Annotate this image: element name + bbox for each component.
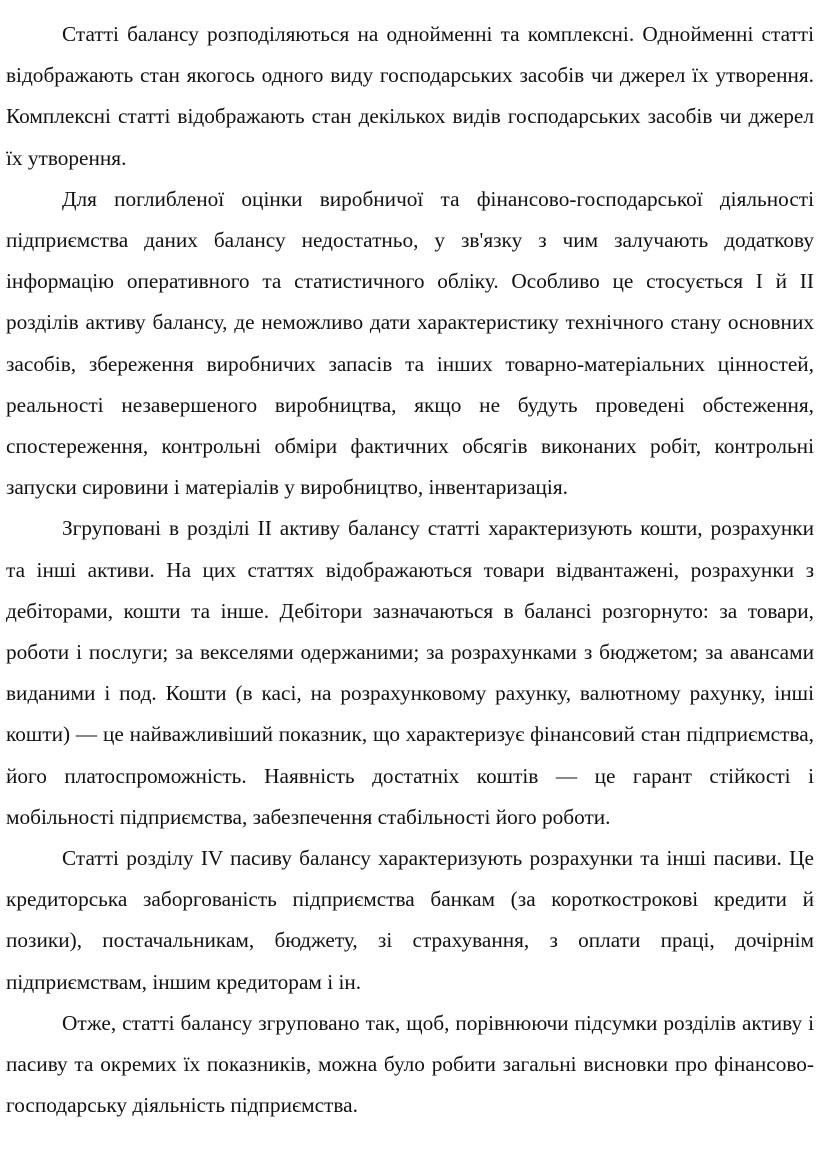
document-page bbox=[6, 14, 814, 1126]
paragraph-2: Для поглибленої оцінки виробничої та фінансово-господарської діяльності підприємства даних балансу недостатньо, у зв'язку з чим залучають додаткову інформацію оперативного та статистичного обліку. Особливо це стосується І й II розділів активу балансу, де неможливо дати характеристику технічного стану основних засобів, збереження виробничих запасів та інших товарно-матеріальних цінностей, реальності незавершеного виробництва, якщо не будуть проведені обстеження, спостереження, контрольні обміри фактичних обсягів виконаних робіт, контрольні запуски сировини і матеріалів у виробництво, інвентаризація. bbox=[6, 186, 814, 500]
paragraph-3: Згруповані в розділі II активу балансу статті характеризують кошти, розрахунки та інші активи. На цих статтях відображаються товари відвантажені, розрахунки з дебіторами, кошти та інше. Дебітори зазначаються в балансі розгорнуто: за товари, роботи і послуги; за векселями одержаними; за розрахунками з бюджетом; за авансами виданими і под. Кошти (в касі, на розрахунковому рахунку, валютному рахунку, інші кошти) — це найважливіший показник, що характеризує фінансовий стан підприємства, його платоспроможність. Наявність достатніх коштів — це гарант стійкості і мобільності підприємства, забезпечення стабільності його роботи. bbox=[6, 516, 814, 829]
paragraph-1: Статті балансу розподіляються на однойменні та комплексні. Однойменні статті відображають стан якогось одного виду господарських засобів чи джерел їх утворення. Комплексні статті відображають стан декількох видів господарських засобів чи джерел їх утворення. bbox=[6, 22, 814, 170]
paragraph-4: Статті розділу IV пасиву балансу характеризують розрахунки та інші пасиви. Це кредиторська заборгованість підприємства банкам (за короткострокові кредити й позики), постачальникам, бюджету, зі страхування, з оплати праці, дочірнім підприємствам, іншим кредиторам і ін. bbox=[6, 846, 814, 994]
paragraph-5: Отже, статті балансу згруповано так, щоб, порівнюючи підсумки розділів активу і пасиву та окремих їх показників, можна було робити загальні висновки про фінансово-господарську діяльність підприємства. bbox=[6, 1010, 814, 1118]
